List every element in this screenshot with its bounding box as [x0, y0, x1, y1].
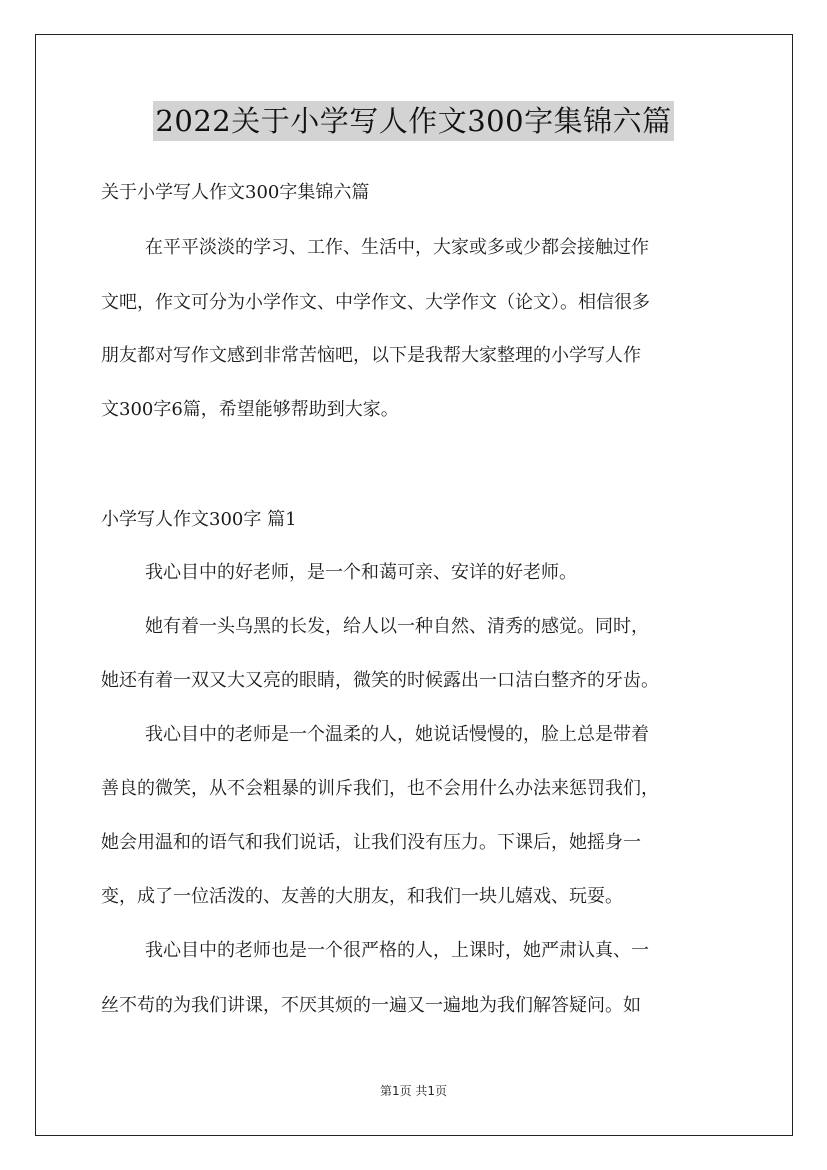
body-line: 丝不苟的为我们讲课，不厌其烦的一遍又一遍地为我们解答疑问。如 [101, 995, 641, 1016]
intro-line: 朋友都对写作文感到非常苦恼吧，以下是我帮大家整理的小学写人作 [101, 345, 641, 366]
title-container [0, 101, 827, 141]
document-title: 2022关于小学写人作文300字集锦六篇 [153, 101, 673, 141]
body-line: 她会用温和的语气和我们说话，让我们没有压力。下课后，她摇身一 [101, 832, 641, 853]
page-number: 第1页 共1页 [379, 1084, 448, 1098]
body-line: 变，成了一位活泼的、友善的大朋友，和我们一块儿嬉戏、玩耍。 [101, 886, 623, 907]
intro-line: 文300字6篇，希望能够帮助到大家。 [101, 399, 399, 420]
body-line: 我心目中的老师也是一个很严格的人，上课时，她严肃认真、一 [145, 940, 649, 961]
intro-line: 在平平淡淡的学习、工作、生活中，大家或多或少都会接触过作 [145, 237, 649, 258]
body-line: 她有着一头乌黑的长发，给人以一种自然、清秀的感觉。同时， [145, 616, 649, 637]
intro-line: 文吧，作文可分为小学作文、中学作文、大学作文（论文）。相信很多 [101, 292, 650, 313]
body-line: 善良的微笑，从不会粗暴的训斥我们，也不会用什么办法来惩罚我们， [101, 778, 659, 799]
document-subtitle: 关于小学写人作文300字集锦六篇 [101, 182, 370, 203]
section-heading: 小学写人作文300字 篇1 [101, 509, 297, 530]
body-line: 我心目中的好老师，是一个和蔼可亲、安详的好老师。 [145, 562, 577, 583]
body-line: 我心目中的老师是一个温柔的人，她说话慢慢的，脸上总是带着 [145, 724, 649, 745]
body-line: 她还有着一双又大又亮的眼睛，微笑的时候露出一口洁白整齐的牙齿。 [101, 670, 659, 691]
